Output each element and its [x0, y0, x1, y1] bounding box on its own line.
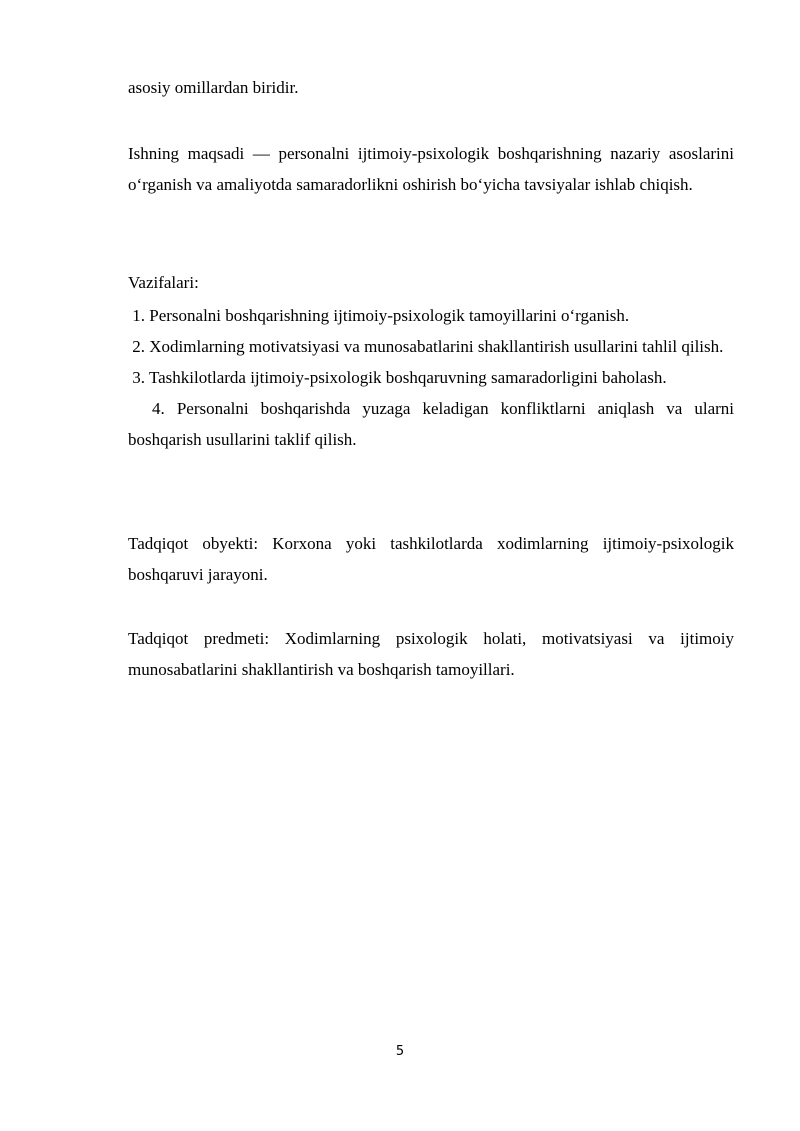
task-item-4: 4. Personalni boshqarishda yuzaga keladigan konfliktlarni aniqlash va ularni boshqarish usullarini taklif qilish.	[128, 399, 739, 449]
intro-line: asosiy omillardan biridir.	[128, 78, 299, 97]
aim-paragraph: Ishning maqsadi — personalni ijtimoiy-psixologik boshqarishning nazariy asoslarini o‘rganish va amaliyotda samaradorlikni oshirish bo‘yicha tavsiyalar ishlab chiqish.	[128, 144, 734, 194]
task-item-3: 3. Tashkilotlarda ijtimoiy-psixologik boshqaruvning samaradorligini baholash.	[128, 368, 667, 387]
task-item-1: 1. Personalni boshqarishning ijtimoiy-psixologik tamoyillarini o‘rganish.	[128, 306, 630, 325]
tasks-list	[128, 300, 739, 455]
task-item-2: 2. Xodimlarning motivatsiyasi va munosabatlarini shakllantirish usullarini tahlil qilish.	[128, 337, 724, 356]
page-number: 5	[395, 1044, 405, 1059]
tasks-heading: Vazifalari:	[128, 273, 199, 292]
research-object-paragraph: Tadqiqot obyekti: Korxona yoki tashkilotlarda xodimlarning ijtimoiy-psixologik boshqaruvi jarayoni.	[128, 534, 734, 584]
research-subject-paragraph: Tadqiqot predmeti: Xodimlarning psixologik holati, motivatsiyasi va ijtimoiy munosabatlarini shakllantirish va boshqarish tamoyillari.	[128, 629, 734, 679]
